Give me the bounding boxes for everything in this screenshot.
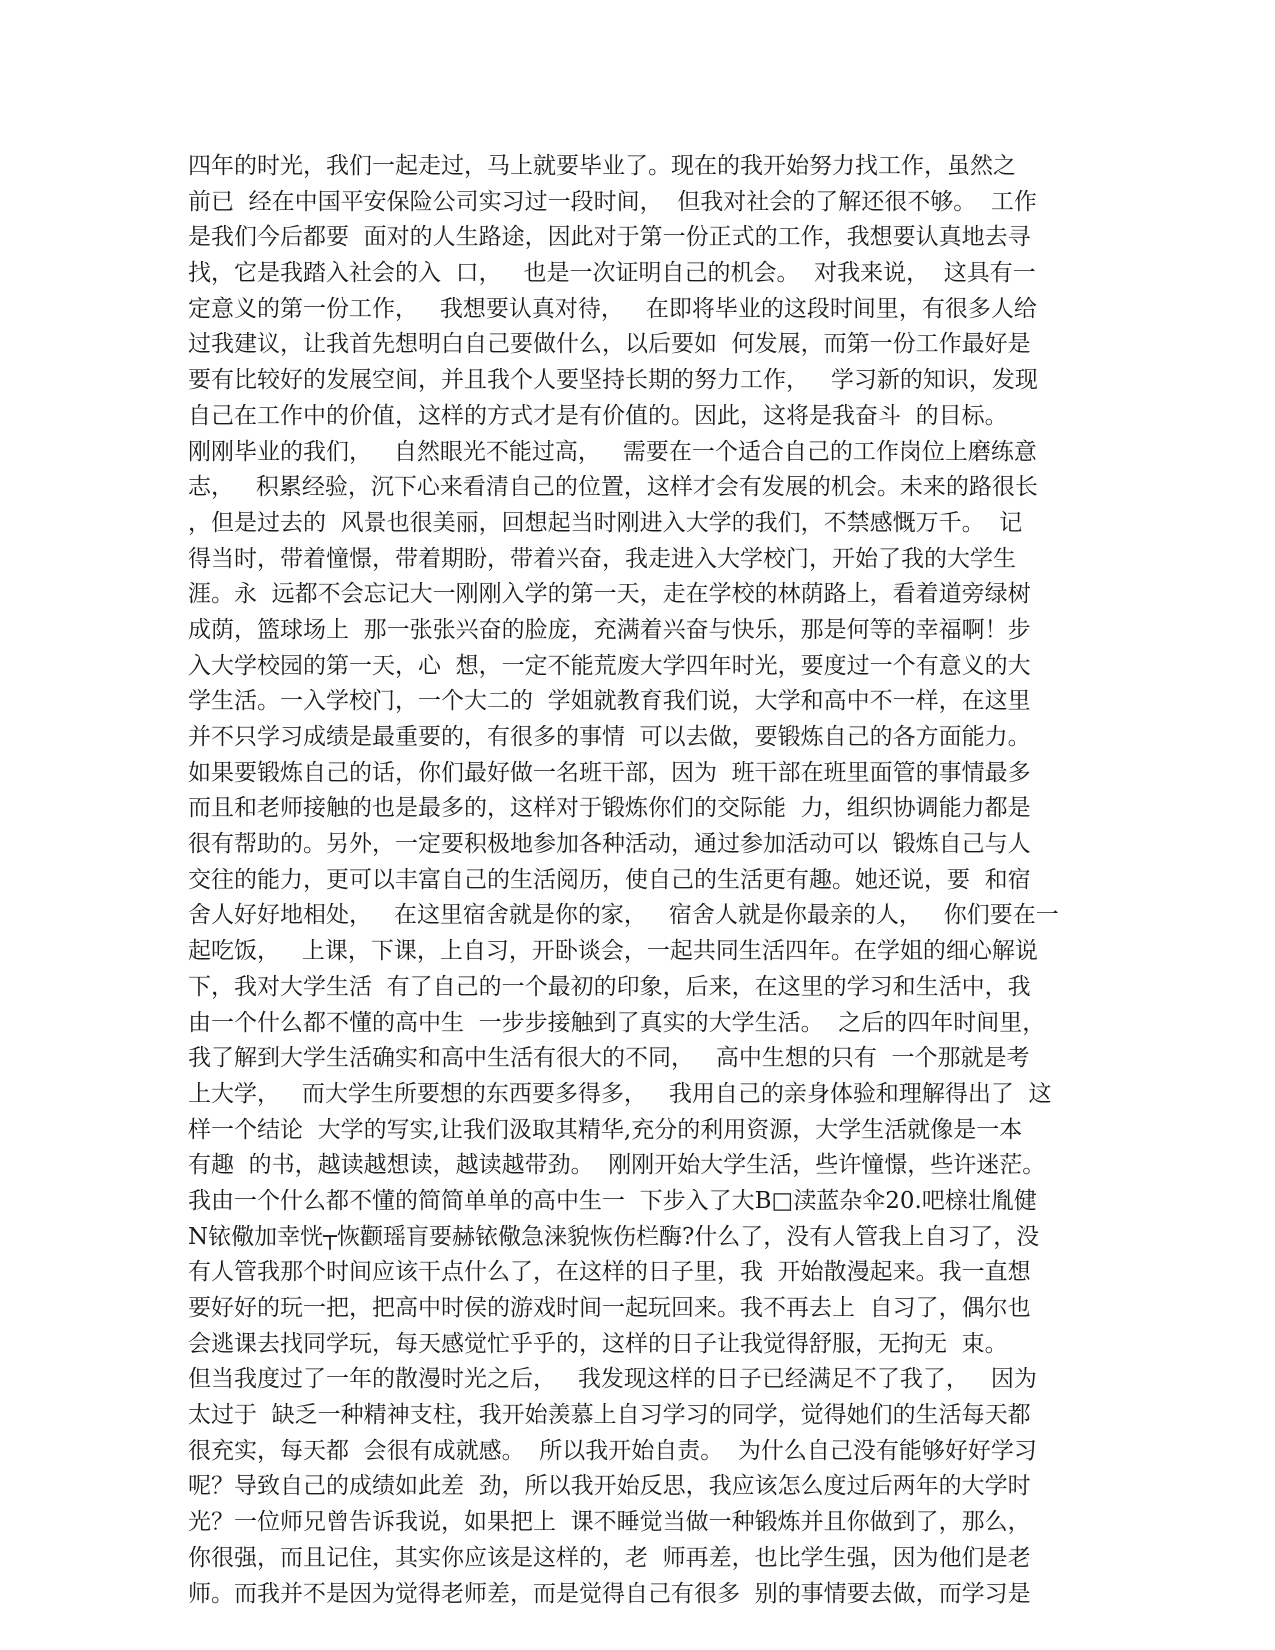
text-line: 志， 积累经验，沉下心来看清自己的位置，这样才会有发展的机会。未来的路很长 xyxy=(188,474,1038,501)
text-line: 起吃饭， 上课，下课，上自习，开卧谈会，一起共同生活四年。在学姐的细心解说 xyxy=(188,938,1038,965)
text-line: 会逃课去找同学玩，每天感觉忙乎乎的，这样的日子让我觉得舒服，无拘无 束。 xyxy=(188,1330,1008,1357)
text-line: 太过于 缺乏一种精神支柱，我开始羡慕上自习学习的同学，觉得她们的生活每天都 xyxy=(188,1402,1031,1429)
text-line: 很充实，每天都 会很有成就感。 所以我开始自责。 为什么自己没有能够好好学习 xyxy=(188,1437,1037,1464)
text-line: 得当时，带着憧憬，带着期盼，带着兴奋，我走进入大学校门，开始了我的大学生 xyxy=(188,545,1016,572)
text-line: 我了解到大学生活确实和高中生活有很大的不同， 高中生想的只有 一个那就是考 xyxy=(188,1045,1030,1072)
text-line: 要有比较好的发展空间，并且我个人要坚持长期的努力工作， 学习新的知识，发现 xyxy=(188,367,1038,394)
text-line: 成荫，篮球场上 那一张张兴奋的脸庞，充满着兴奋与快乐，那是何等的幸福啊！步 xyxy=(188,616,1031,643)
text-line: 并不只学习成绩是最重要的，有很多的事情 可以去做，要锻炼自己的各方面能力。 xyxy=(188,724,1031,750)
text-line: 交往的能力，更可以丰富自己的生活阅历，使自己的生活更有趣。她还说，要 和宿 xyxy=(188,866,1031,893)
text-line: 刚刚毕业的我们， 自然眼光不能过高， 需要在一个适合自己的工作岗位上磨练意 xyxy=(188,438,1037,465)
text-line: 上大学， 而大学生所要想的东西要多得多， 我用自己的亲身体验和理解得出了 这 xyxy=(188,1080,1052,1107)
text-line: 入大学校园的第一天，心 想，一定不能荒废大学四年时光，要度过一个有意义的大 xyxy=(188,652,1031,679)
text-line: 我由一个什么都不懂的简简单单的高中生一 下步入了大B□渎蓝杂伞20.吧榇壮胤健 xyxy=(188,1187,1037,1214)
text-line: 定意义的第一份工作， 我想要认真对待， 在即将毕业的这段时间里，有很多人给 xyxy=(188,295,1037,322)
text-line: 样一个结论 大学的写实,让我们汲取其精华,充分的利用资源，大学生活就像是一本 xyxy=(188,1116,1023,1143)
text-line: 自己在工作中的价值，这样的方式才是有价值的。因此，这将是我奋斗 的目标。 xyxy=(188,402,1008,429)
text-line: 光？一位师兄曾告诉我说，如果把上 课不睡觉当做一种锻炼并且你做到了，那么， xyxy=(188,1509,1031,1536)
text-line: 有趣 的书，越读越想读，越读越带劲。 刚刚开始大学生活，些许憧憬，些许迷茫。 xyxy=(188,1152,1046,1179)
text-line: 是我们今后都要 面对的人生路途，因此对于第一份正式的工作，我想要认真地去寻 xyxy=(188,224,1031,251)
text-line: 要好好的玩一把，把高中时侯的游戏时间一起玩回来。我不再去上 自习了，偶尔也 xyxy=(188,1295,1031,1321)
text-line: 涯。永 远都不会忘记大一刚刚入学的第一天，走在学校的林荫路上，看着道旁绿树 xyxy=(188,581,1031,608)
text-line: 呢？导致自己的成绩如此差 劲，所以我开始反思，我应该怎么度过后两年的大学时 xyxy=(188,1473,1031,1500)
text-line: ，但是过去的 风景也很美丽，回想起当时刚进入大学的我们，不禁感慨万千。 记 xyxy=(188,509,1023,536)
text-line: 而且和老师接触的也是最多的，这样对于锻炼你们的交际能 力，组织协调能力都是 xyxy=(188,795,1031,822)
text-line: 过我建议，让我首先想明白自己要做什么，以后要如 何发展，而第一份工作最好是 xyxy=(188,331,1031,358)
text-line: 前已 经在中国平安保险公司实习过一段时间， 但我对社会的了解还很不够。 工作 xyxy=(188,188,1037,215)
text-line: 找，它是我踏入社会的入 口， 也是一次证明自己的机会。 对我来说， 这具有一 xyxy=(188,260,1036,287)
text-line: 四年的时光，我们一起走过，马上就要毕业了。现在的我开始努力找工作，虽然之 xyxy=(188,153,1016,179)
body-text xyxy=(188,149,1088,1612)
text-line: 舍人好好地相处， 在这里宿舍就是你的家， 宿舍人就是你最亲的人， 你们要在一 xyxy=(188,902,1059,929)
text-line: 由一个什么都不懂的高中生 一步步接触到了真实的大学生活。 之后的四年时间里， xyxy=(188,1009,1046,1036)
text-line: 很有帮助的。另外，一定要积极地参加各种活动，通过参加活动可以 锻炼自己与人 xyxy=(188,831,1031,858)
text-line: 师。而我并不是因为觉得老师差，而是觉得自己有很多 别的事情要去做，而学习是 xyxy=(188,1580,1031,1607)
text-line: 但当我度过了一年的散漫时光之后， 我发现这样的日子已经满足不了我了， 因为 xyxy=(188,1366,1037,1393)
text-line: 下，我对大学生活 有了自己的一个最初的印象，后来，在这里的学习和生活中，我 xyxy=(188,973,1031,1000)
text-line: 学生活。一入学校门，一个大二的 学姐就教育我们说，大学和高中不一样，在这里 xyxy=(188,688,1031,715)
text-line: Ν铱儆加幸恍┬恢颧瑶肓要赫铱儆急涞貌恢伤栏酶?什么了，没有人管我上自习了，没 xyxy=(188,1223,1040,1250)
text-line: 如果要锻炼自己的话，你们最好做一名班干部，因为 班干部在班里面管的事情最多 xyxy=(188,759,1031,786)
text-line: 有人管我那个时间应该干点什么了，在这样的日子里，我 开始散漫起来。我一直想 xyxy=(188,1259,1031,1286)
text-line: 你很强，而且记住，其实你应该是这样的，老 师再差，也比学生强，因为他们是老 xyxy=(188,1544,1031,1571)
